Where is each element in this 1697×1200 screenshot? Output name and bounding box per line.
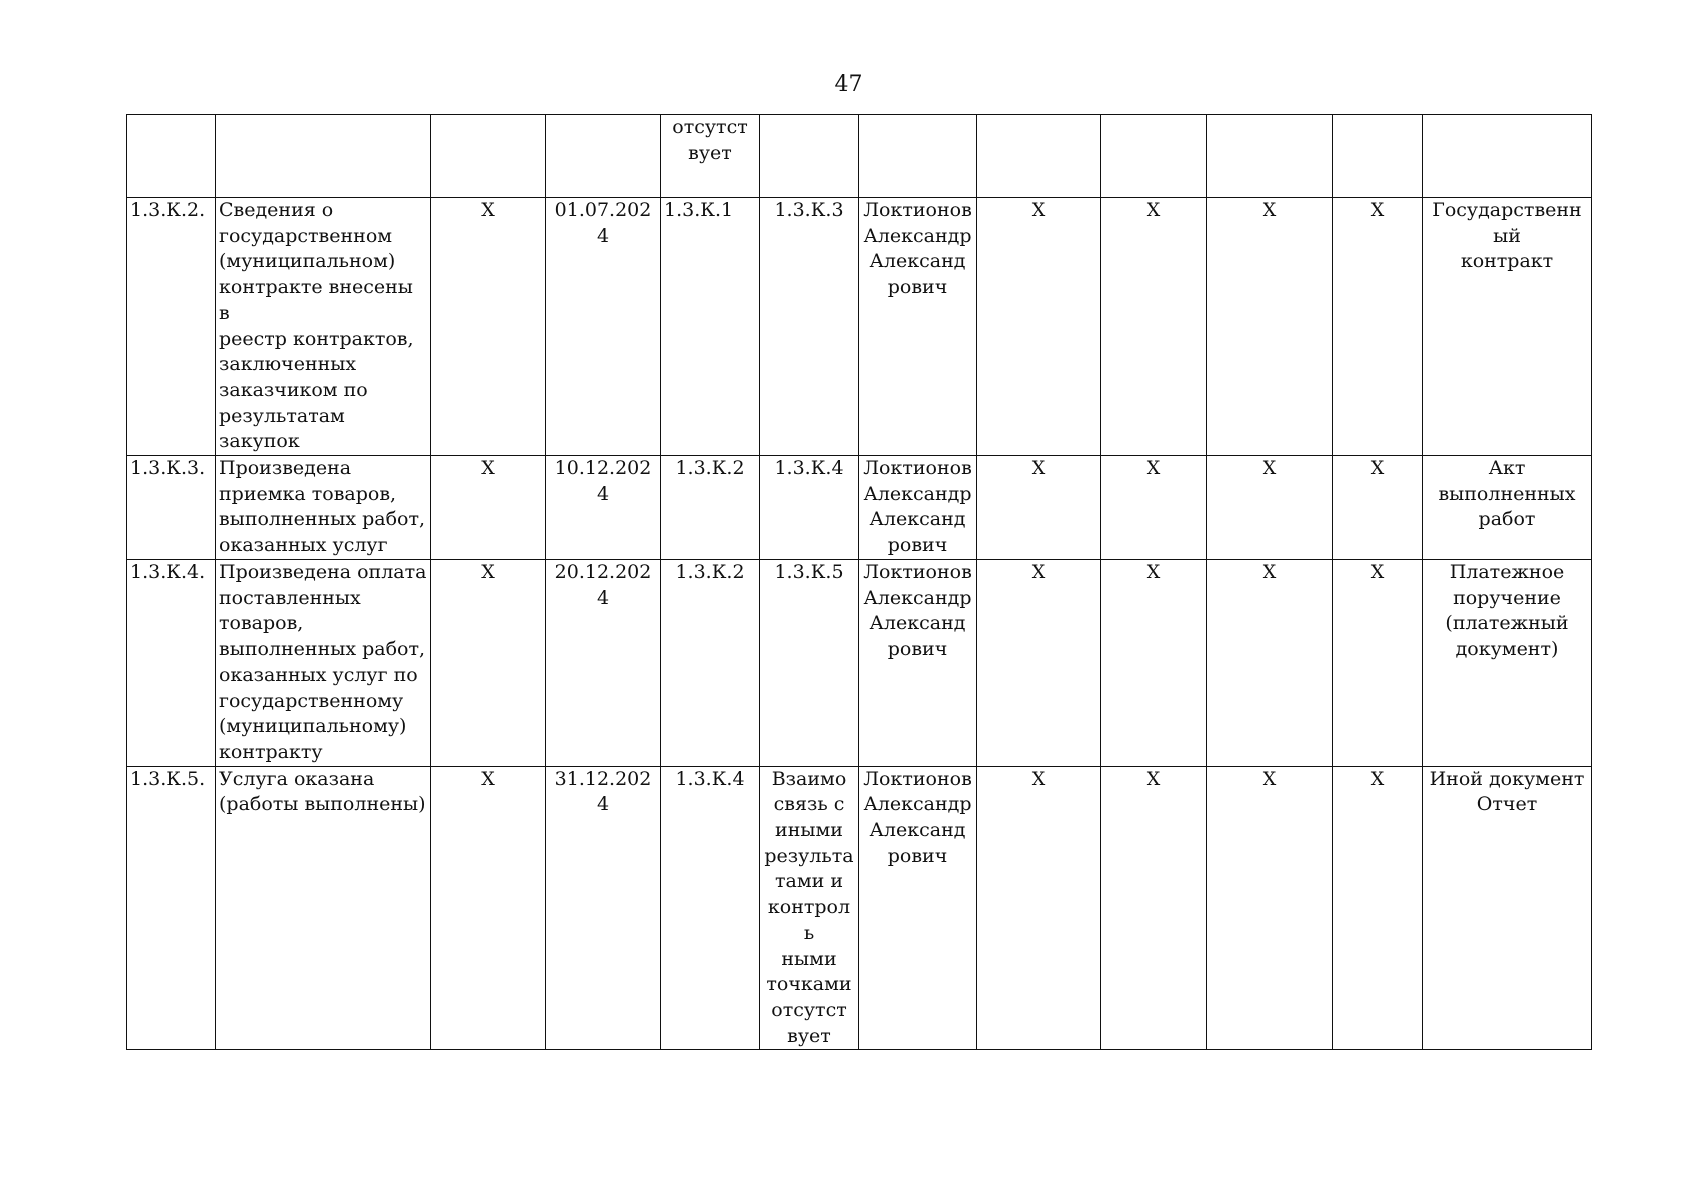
cell-predecessor: 1.3.К.4 [661,766,760,1050]
cell-marker [431,115,546,198]
cell-x1 [977,115,1101,198]
cell-x2: Х [1101,560,1207,767]
cell-successor [760,115,859,198]
cell-code: 1.3.К.4. [127,560,216,767]
cell-date: 31.12.2024 [546,766,661,1050]
cell-marker: Х [431,560,546,767]
cell-x3: Х [1207,198,1333,456]
cell-marker: Х [431,198,546,456]
cell-code: 1.3.К.2. [127,198,216,456]
cell-successor: 1.3.К.5 [760,560,859,767]
cell-description [216,115,431,198]
cell-successor: Взаимо связь с иными результа тами и контроль ными точками отсутст вует [760,766,859,1050]
cell-description: Услуга оказана (работы выполнены) [216,766,431,1050]
cell-date [546,115,661,198]
cell-x4: Х [1333,560,1423,767]
cell-successor: 1.3.К.4 [760,456,859,560]
cell-x1: Х [977,456,1101,560]
cell-description: Произведена оплата поставленных товаров, выполненных работ, оказанных услуг по государственному (муниципальному) контракту [216,560,431,767]
cell-responsible [859,115,977,198]
cell-document: Иной документ Отчет [1423,766,1592,1050]
cell-x3: Х [1207,766,1333,1050]
cell-x1: Х [977,560,1101,767]
cell-code [127,115,216,198]
cell-responsible: Локтионов Александр Александ рович [859,198,977,456]
cell-marker: Х [431,766,546,1050]
cell-responsible: Локтионов Александр Александ рович [859,456,977,560]
cell-document [1423,115,1592,198]
cell-date: 10.12.2024 [546,456,661,560]
cell-x3: Х [1207,456,1333,560]
cell-x2 [1101,115,1207,198]
table-body [127,115,1592,1050]
cell-predecessor: 1.3.К.2 [661,456,760,560]
cell-document: Акт выполненных работ [1423,456,1592,560]
cell-x4: Х [1333,766,1423,1050]
page-number: 47 [834,72,863,97]
control-points-table [126,114,1592,1050]
cell-x1: Х [977,198,1101,456]
cell-document: Государственный контракт [1423,198,1592,456]
cell-successor: 1.3.К.3 [760,198,859,456]
table-row [127,456,1592,560]
cell-marker: Х [431,456,546,560]
cell-date: 20.12.2024 [546,560,661,767]
cell-x2: Х [1101,198,1207,456]
cell-predecessor: 1.3.К.1 [661,198,760,456]
cell-description: Сведения о государственном (муниципальном) контракте внесены в реестр контрактов, заключенных заказчиком по результатам закупок [216,198,431,456]
cell-x4: Х [1333,198,1423,456]
cell-x4: Х [1333,456,1423,560]
cell-predecessor: отсутст вует [661,115,760,198]
table-row [127,766,1592,1050]
cell-x2: Х [1101,766,1207,1050]
cell-responsible: Локтионов Александр Александ рович [859,766,977,1050]
cell-x3: Х [1207,560,1333,767]
table-row [127,115,1592,198]
cell-description: Произведена приемка товаров, выполненных работ, оказанных услуг [216,456,431,560]
cell-responsible: Локтионов Александр Александ рович [859,560,977,767]
cell-date: 01.07.2024 [546,198,661,456]
cell-x2: Х [1101,456,1207,560]
cell-code: 1.3.К.3. [127,456,216,560]
table-row [127,198,1592,456]
cell-x3 [1207,115,1333,198]
cell-x1: Х [977,766,1101,1050]
cell-x4 [1333,115,1423,198]
cell-code: 1.3.К.5. [127,766,216,1050]
cell-document: Платежное поручение (платежный документ) [1423,560,1592,767]
cell-predecessor: 1.3.К.2 [661,560,760,767]
table-row [127,560,1592,767]
